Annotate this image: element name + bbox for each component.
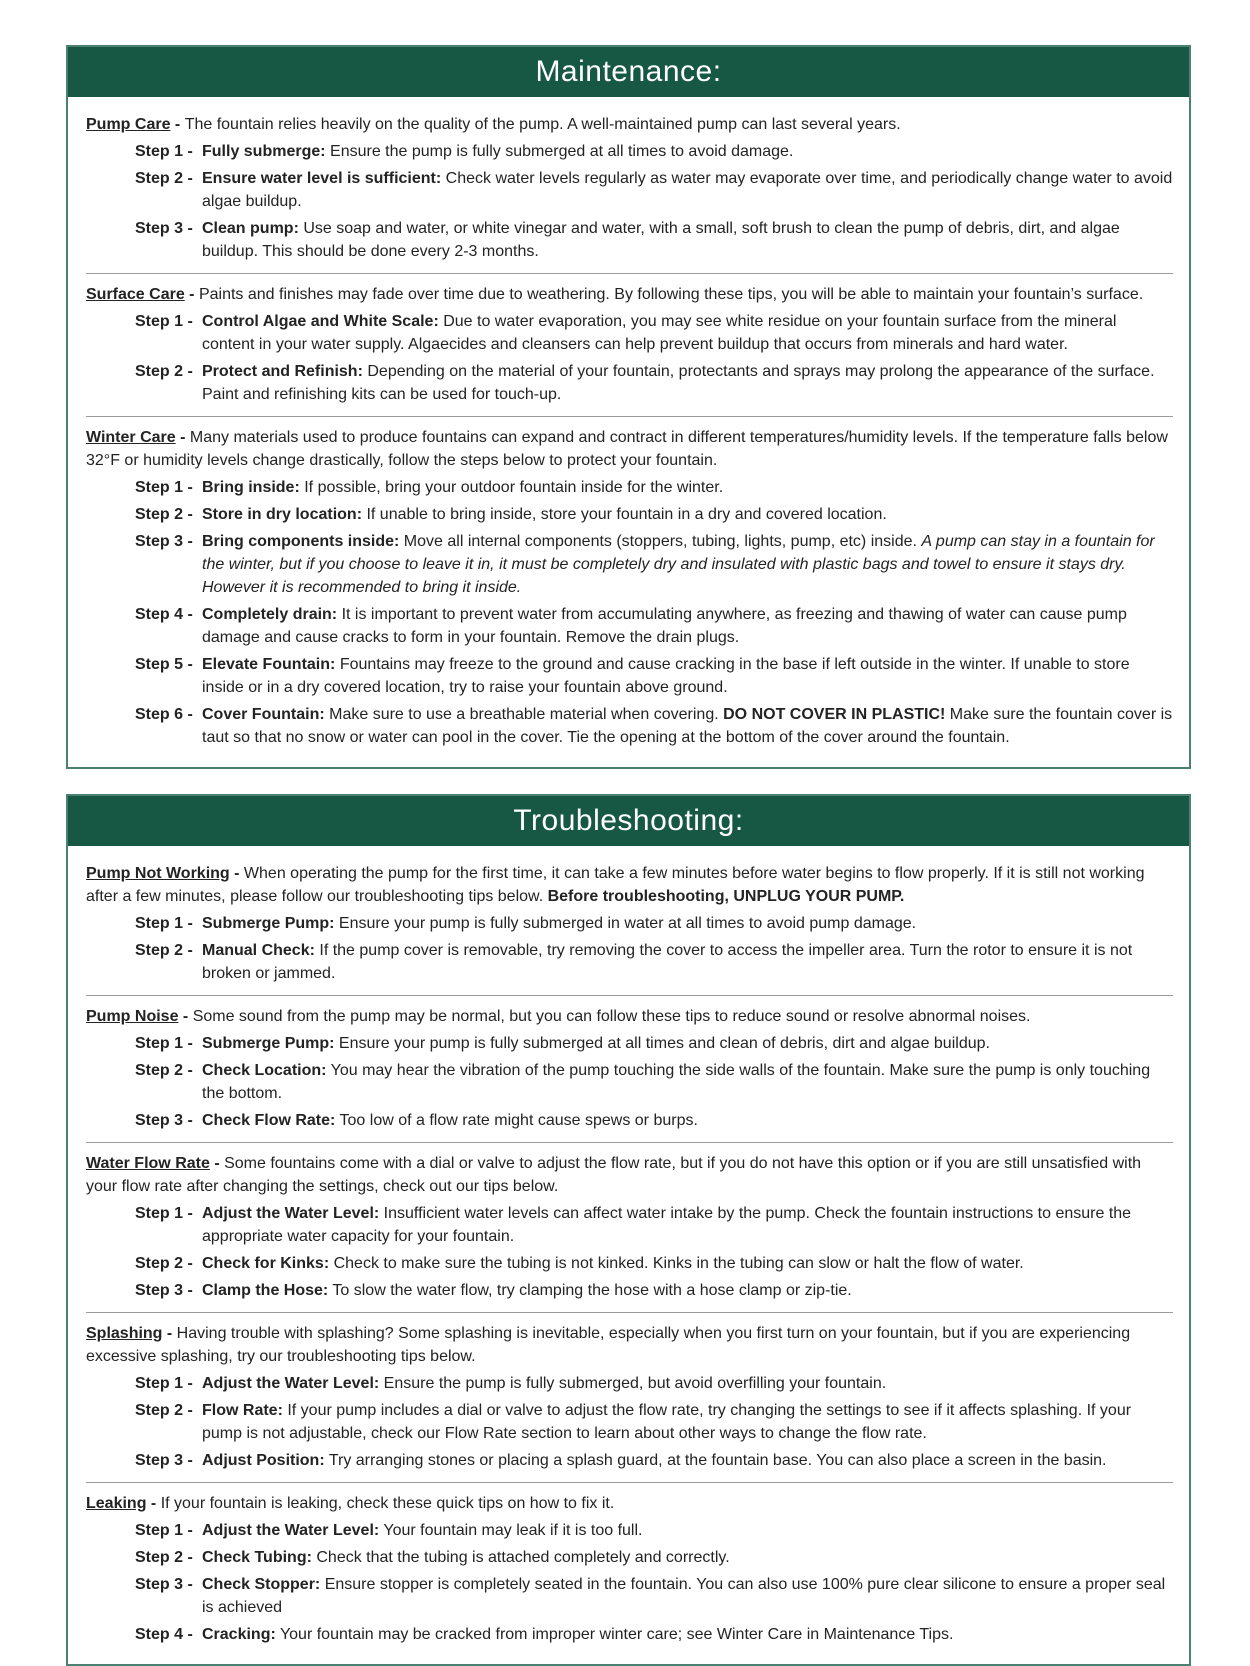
step-title: Clamp the Hose:: [202, 1282, 329, 1299]
topic-intro: Pump Not Working - When operating the pump for the first time, it can take a few minutes before water begins to flow properly. If it is still not working after a few minutes, please follow our troubleshooting tips below. Before troubleshooting, UNPLUG YOUR PUMP.: [86, 865, 1145, 905]
topic: [86, 283, 1173, 406]
step-row: [86, 503, 1173, 526]
step-row: [86, 653, 1173, 699]
topic-heading: Surface Care: [86, 286, 185, 303]
step-label: Step 1 -: [135, 1375, 193, 1392]
maintenance-section: [66, 45, 1191, 769]
step-row: [86, 1032, 1173, 1055]
step-label: Step 1 -: [135, 1035, 193, 1052]
topic-dash: -: [146, 1495, 161, 1512]
step-text: Adjust the Water Level: Your fountain may leak if it is too full.: [202, 1522, 643, 1539]
troubleshooting-content: [68, 846, 1189, 1664]
step-title: Flow Rate:: [202, 1402, 283, 1419]
topic-dash: -: [209, 1155, 225, 1172]
step-row: [86, 217, 1173, 263]
step-title: Submerge Pump:: [202, 1035, 335, 1052]
topic-dash: -: [229, 865, 244, 882]
topic: [86, 426, 1173, 749]
step-text: Submerge Pump: Ensure your pump is fully submerged at all times and clean of debris, dirt and algae buildup.: [202, 1035, 990, 1052]
topic: [86, 862, 1173, 985]
step-title: Check Tubing:: [202, 1549, 312, 1566]
step-label: Step 2 -: [135, 170, 193, 187]
step-text: Check Stopper: Ensure stopper is completely seated in the fountain. You can also use 100% pure clear silicone to ensure a proper seal is achieved: [202, 1576, 1166, 1616]
step-label: Step 2 -: [135, 1549, 193, 1566]
step-row: [86, 1573, 1173, 1619]
step-text: Adjust the Water Level: Ensure the pump is fully submerged, but avoid overfilling your fountain.: [202, 1375, 887, 1392]
topic-dash: -: [170, 116, 185, 133]
topic-intro: Pump Noise - Some sound from the pump may be normal, but you can follow these tips to reduce sound or resolve abnormal noises.: [86, 1008, 1031, 1025]
step-label: Step 5 -: [135, 656, 193, 673]
topic-heading: Splashing: [86, 1325, 163, 1342]
step-row: [86, 1279, 1173, 1302]
topic: [86, 1322, 1173, 1472]
step-row: [86, 912, 1173, 935]
topic-dash: -: [178, 1008, 193, 1025]
step-label: Step 2 -: [135, 1402, 193, 1419]
step-title: Clean pump:: [202, 220, 299, 237]
step-label: Step 1 -: [135, 915, 193, 932]
topic-divider: [86, 995, 1173, 996]
step-text: Adjust Position: Try arranging stones or placing a splash guard, at the fountain base. You can also place a screen in the basin.: [202, 1452, 1107, 1469]
step-title: Bring inside:: [202, 479, 300, 496]
step-label: Step 3 -: [135, 1282, 193, 1299]
maintenance-title: Maintenance:: [535, 55, 722, 88]
step-title: Check for Kinks:: [202, 1255, 330, 1272]
bold-text: Before troubleshooting, UNPLUG YOUR PUMP.: [547, 888, 905, 905]
step-row: [86, 1372, 1173, 1395]
step-text: Check Location: You may hear the vibration of the pump touching the side walls of the fountain. Make sure the pump is only touching the bottom.: [202, 1062, 1151, 1102]
step-title: Adjust the Water Level:: [202, 1205, 380, 1222]
step-title: Manual Check:: [202, 942, 315, 959]
step-title: Protect and Refinish:: [202, 363, 363, 380]
step-title: Adjust the Water Level:: [202, 1375, 380, 1392]
step-label: Step 2 -: [135, 363, 193, 380]
step-title: Check Flow Rate:: [202, 1112, 336, 1129]
step-title: Check Location:: [202, 1062, 327, 1079]
step-text: Adjust the Water Level: Insufficient water levels can affect water intake by the pump. Check the fountain instructions to ensure the appropriate water capacity for your fountain.: [202, 1205, 1132, 1245]
step-row: [86, 603, 1173, 649]
step-row: [86, 1519, 1173, 1542]
step-label: Step 3 -: [135, 533, 193, 550]
step-text: Store in dry location: If unable to bring inside, store your fountain in a dry and covered location.: [202, 506, 887, 523]
step-text: Submerge Pump: Ensure your pump is fully submerged in water at all times to avoid pump damage.: [202, 915, 917, 932]
step-row: [86, 360, 1173, 406]
step-label: Step 2 -: [135, 942, 193, 959]
topic-heading: Water Flow Rate: [86, 1155, 210, 1172]
topic-divider: [86, 273, 1173, 274]
bold-text: DO NOT COVER IN PLASTIC!: [723, 706, 946, 723]
step-text: Completely drain: It is important to prevent water from accumulating anywhere, as freezing and thawing of water can cause pump damage and cause cracks to form in your fountain. Remove the drain plugs.: [202, 606, 1127, 646]
troubleshooting-title: Troubleshooting:: [513, 804, 744, 837]
step-text: Ensure water level is sufficient: Check water levels regularly as water may evaporate over time, and periodically change water to avoid algae buildup.: [202, 170, 1173, 210]
step-row: [86, 310, 1173, 356]
step-row: [86, 167, 1173, 213]
topic-intro: Splashing - Having trouble with splashing? Some splashing is inevitable, especially when you first turn on your fountain, but if you are experiencing excessive splashing, try our troubleshooting tips below.: [86, 1325, 1131, 1365]
step-text: Cracking: Your fountain may be cracked from improper winter care; see Winter Care in Maintenance Tips.: [202, 1626, 954, 1643]
topic: [86, 113, 1173, 263]
step-row: [86, 140, 1173, 163]
step-label: Step 4 -: [135, 606, 193, 623]
troubleshooting-header: [68, 796, 1189, 846]
topic: [86, 1492, 1173, 1646]
step-title: Cover Fountain:: [202, 706, 325, 723]
step-title: Submerge Pump:: [202, 915, 335, 932]
step-text: Elevate Fountain: Fountains may freeze to the ground and cause cracking in the base if left outside in the winter. If unable to store inside or in a dry covered location, try to raise your fountain above ground.: [202, 656, 1130, 696]
step-title: Fully submerge:: [202, 143, 326, 160]
step-text: Clean pump: Use soap and water, or white vinegar and water, with a small, soft brush to clean the pump of debris, dirt, and algae buildup. This should be done every 2-3 months.: [202, 220, 1120, 260]
step-label: Step 2 -: [135, 1062, 193, 1079]
maintenance-header: [68, 47, 1189, 97]
step-text: Bring components inside: Move all internal components (stoppers, tubing, lights, pump, etc) inside. A pump can stay in a fountain for the winter, but if you choose to leave it in, it must be completely dry and insulated with plastic bags and towel to ensure it stays dry. However it is recommended to bring it inside.: [202, 533, 1155, 596]
topic: [86, 1005, 1173, 1132]
troubleshooting-section: [66, 794, 1191, 1666]
step-title: Adjust Position:: [202, 1452, 325, 1469]
step-text: Check Tubing: Check that the tubing is attached completely and correctly.: [202, 1549, 730, 1566]
step-row: [86, 1546, 1173, 1569]
step-text: Fully submerge: Ensure the pump is fully submerged at all times to avoid damage.: [202, 143, 794, 160]
step-label: Step 1 -: [135, 1205, 193, 1222]
step-title: Check Stopper:: [202, 1576, 321, 1593]
step-label: Step 2 -: [135, 506, 193, 523]
topic: [86, 1152, 1173, 1302]
step-label: Step 1 -: [135, 143, 193, 160]
topic-dash: -: [162, 1325, 177, 1342]
step-label: Step 3 -: [135, 1576, 193, 1593]
step-text: Manual Check: If the pump cover is removable, try removing the cover to access the impeller area. Turn the rotor to ensure it is not broken or jammed.: [202, 942, 1133, 982]
step-text: Protect and Refinish: Depending on the material of your fountain, protectants and sprays may prolong the appearance of the surface. Paint and refinishing kits can be used for touch-up.: [202, 363, 1155, 403]
step-text: Bring inside: If possible, bring your outdoor fountain inside for the winter.: [202, 479, 724, 496]
step-label: Step 3 -: [135, 1112, 193, 1129]
step-label: Step 4 -: [135, 1626, 193, 1643]
step-title: Adjust the Water Level:: [202, 1522, 380, 1539]
topic-intro: Leaking - If your fountain is leaking, check these quick tips on how to fix it.: [86, 1495, 615, 1512]
topic-heading: Leaking: [86, 1495, 147, 1512]
step-row: [86, 530, 1173, 599]
step-label: Step 1 -: [135, 479, 193, 496]
maintenance-content: [68, 97, 1189, 767]
step-row: [86, 1399, 1173, 1445]
step-text: Cover Fountain: Make sure to use a breathable material when covering. DO NOT COVER IN PLASTIC! Make sure the fountain cover is taut so that no snow or water can pool in the cover. Tie the opening at the bottom of the cover around the fountain.: [202, 706, 1173, 746]
step-label: Step 3 -: [135, 220, 193, 237]
topic-heading: Winter Care: [86, 429, 176, 446]
topic-dash: -: [175, 429, 190, 446]
topic-intro: Surface Care - Paints and finishes may fade over time due to weathering. By following these tips, you will be able to maintain your fountain’s surface.: [86, 286, 1144, 303]
step-title: Ensure water level is sufficient:: [202, 170, 442, 187]
topic-dash: -: [184, 286, 199, 303]
step-row: [86, 1449, 1173, 1472]
step-title: Control Algae and White Scale:: [202, 313, 439, 330]
step-row: [86, 1252, 1173, 1275]
step-label: Step 6 -: [135, 706, 193, 723]
step-text: Clamp the Hose: To slow the water flow, try clamping the hose with a hose clamp or zip-tie.: [202, 1282, 852, 1299]
step-title: Cracking:: [202, 1626, 276, 1643]
step-text: Control Algae and White Scale: Due to water evaporation, you may see white residue on your fountain surface from the mineral content in your water supply. Algaecides and cleansers can help prevent buildup that occurs from minerals and hard water.: [202, 313, 1117, 353]
topic-intro: Water Flow Rate - Some fountains come with a dial or valve to adjust the flow rate, but if you do not have this option or if you are still unsatisfied with your flow rate after changing the settings, check out our tips below.: [86, 1155, 1142, 1195]
step-label: Step 2 -: [135, 1255, 193, 1272]
step-row: [86, 1109, 1173, 1132]
step-title: Bring components inside:: [202, 533, 400, 550]
italic-text: A pump can stay in a fountain for the winter, but if you choose to leave it in, it must be completely dry and insulated with plastic bags and towel to ensure it stays dry. However it is recommended to bring it inside.: [202, 533, 1155, 596]
step-row: [86, 939, 1173, 985]
topic-divider: [86, 416, 1173, 417]
topic-divider: [86, 1142, 1173, 1143]
step-text: Check Flow Rate: Too low of a flow rate might cause spews or burps.: [202, 1112, 698, 1129]
step-text: Flow Rate: If your pump includes a dial or valve to adjust the flow rate, try changing the settings to see if it affects splashing. If your pump is not adjustable, check our Flow Rate section to learn about other ways to change the flow rate.: [202, 1402, 1132, 1442]
topic-intro: Pump Care - The fountain relies heavily on the quality of the pump. A well-maintained pump can last several years.: [86, 116, 901, 133]
topic-heading: Pump Care: [86, 116, 171, 133]
step-title: Completely drain:: [202, 606, 338, 623]
step-label: Step 3 -: [135, 1452, 193, 1469]
topic-divider: [86, 1482, 1173, 1483]
step-label: Step 1 -: [135, 313, 193, 330]
topic-intro: Winter Care - Many materials used to produce fountains can expand and contract in different temperatures/humidity levels. If the temperature falls below 32°F or humidity levels change drastically, follow the steps below to protect your fountain.: [86, 429, 1168, 469]
step-row: [86, 1202, 1173, 1248]
step-title: Store in dry location:: [202, 506, 363, 523]
topic-heading: Pump Not Working: [86, 865, 230, 882]
step-label: Step 1 -: [135, 1522, 193, 1539]
step-row: [86, 703, 1173, 749]
step-row: [86, 1059, 1173, 1105]
step-title: Elevate Fountain:: [202, 656, 336, 673]
step-row: [86, 476, 1173, 499]
topic-divider: [86, 1312, 1173, 1313]
step-text: Check for Kinks: Check to make sure the tubing is not kinked. Kinks in the tubing can slow or halt the flow of water.: [202, 1255, 1024, 1272]
topic-heading: Pump Noise: [86, 1008, 179, 1025]
step-row: [86, 1623, 1173, 1646]
